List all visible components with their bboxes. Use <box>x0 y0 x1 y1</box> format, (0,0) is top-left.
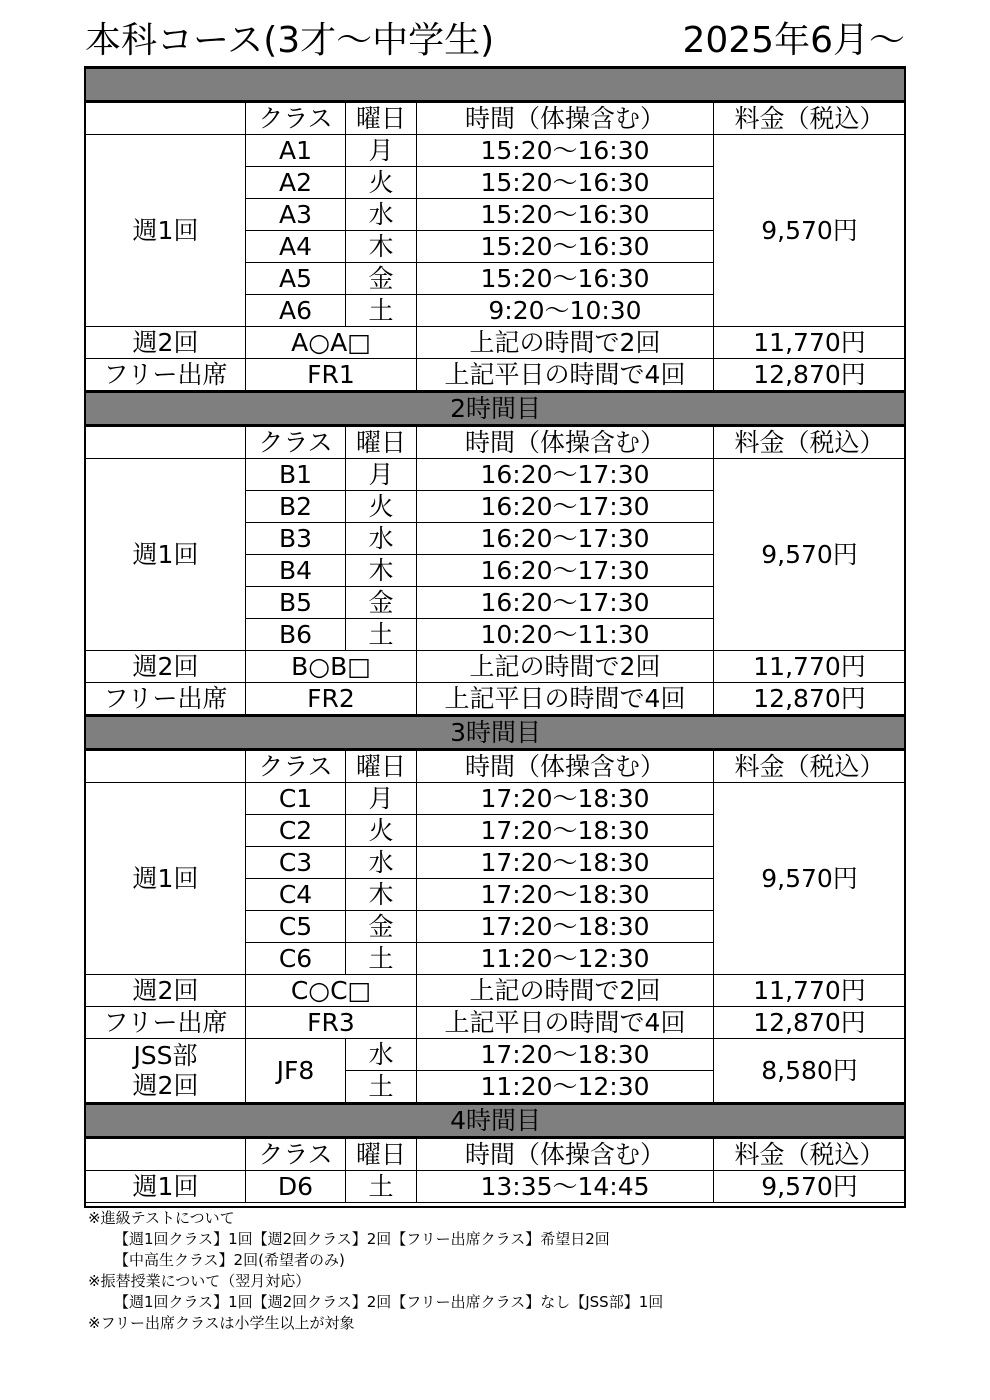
class-code: B4 <box>246 555 346 587</box>
note-line: 【中高生クラス】2回(希望者のみ) <box>114 1251 345 1269</box>
header-class: クラス <box>246 102 346 135</box>
weekday: 土 <box>346 1071 417 1104</box>
time-slot: 17:20〜18:30 <box>417 911 714 943</box>
weekday: 火 <box>346 167 417 199</box>
time-slot: 16:20〜17:30 <box>417 555 714 587</box>
header-fee: 料金（税込） <box>714 426 906 459</box>
weekday: 木 <box>346 231 417 263</box>
header-class: クラス <box>246 750 346 783</box>
weekday: 木 <box>346 555 417 587</box>
header-day: 曜日 <box>346 102 417 135</box>
plan-label: フリー出席 <box>86 359 246 392</box>
header-blank <box>86 750 246 783</box>
class-code: FR3 <box>246 1007 417 1039</box>
header-class: クラス <box>246 1138 346 1171</box>
time-slot: 15:20〜16:30 <box>417 199 714 231</box>
header-day: 曜日 <box>346 426 417 459</box>
fee: 9,570円 <box>714 1171 906 1203</box>
note-line: ※振替授業について（翌月対応） <box>88 1272 311 1290</box>
weekday: 火 <box>346 491 417 523</box>
time-slot: 16:20〜17:30 <box>417 523 714 555</box>
class-code: JF8 <box>246 1039 346 1104</box>
header-class: クラス <box>246 426 346 459</box>
time-slot: 17:20〜18:30 <box>417 783 714 815</box>
class-code: A2 <box>246 167 346 199</box>
class-code: C3 <box>246 847 346 879</box>
time-slot: 11:20〜12:30 <box>417 943 714 975</box>
jss-label <box>86 1039 246 1104</box>
header-row <box>86 1138 906 1171</box>
table-row <box>86 651 906 683</box>
fee: 11,770円 <box>714 975 906 1007</box>
class-code: C4 <box>246 879 346 911</box>
table-row <box>86 975 906 1007</box>
notes <box>88 1208 908 1334</box>
time-slot: 17:20〜18:30 <box>417 879 714 911</box>
period-band-2 <box>86 392 906 426</box>
schedule-table <box>85 66 906 1203</box>
class-code: C○C□ <box>246 975 417 1007</box>
header-fee: 料金（税込） <box>714 102 906 135</box>
time-slot: 16:20〜17:30 <box>417 459 714 491</box>
time-slot: 上記平日の時間で4回 <box>417 1007 714 1039</box>
table-row <box>86 459 906 491</box>
fee: 11,770円 <box>714 327 906 359</box>
weekday: 金 <box>346 587 417 619</box>
fee: 12,870円 <box>714 359 906 392</box>
weekday: 土 <box>346 619 417 651</box>
time-slot: 9:20〜10:30 <box>417 295 714 327</box>
header-day: 曜日 <box>346 1138 417 1171</box>
time-slot: 16:20〜17:30 <box>417 587 714 619</box>
weekday: 土 <box>346 1171 417 1203</box>
class-code: A6 <box>246 295 346 327</box>
time-slot: 17:20〜18:30 <box>417 815 714 847</box>
plan-label: 週2回 <box>86 651 246 683</box>
period-label: 4時間目 <box>86 1104 906 1138</box>
table-row <box>86 1007 906 1039</box>
jss-label-line2: 週2回 <box>132 1070 199 1100</box>
class-code: B5 <box>246 587 346 619</box>
fee: 9,570円 <box>714 135 906 327</box>
plan-label: 週1回 <box>86 1171 246 1203</box>
header-blank <box>86 102 246 135</box>
time-slot: 15:20〜16:30 <box>417 167 714 199</box>
header-row <box>86 750 906 783</box>
time-slot: 15:20〜16:30 <box>417 263 714 295</box>
effective-date: 2025年6月〜 <box>682 20 905 61</box>
class-code: A4 <box>246 231 346 263</box>
table-row <box>86 1039 906 1071</box>
weekday: 月 <box>346 783 417 815</box>
time-slot: 17:20〜18:30 <box>417 1039 714 1071</box>
weekday: 土 <box>346 295 417 327</box>
period-band-3 <box>86 716 906 750</box>
header-fee: 料金（税込） <box>714 1138 906 1171</box>
class-code: FR2 <box>246 683 417 716</box>
weekday: 木 <box>346 879 417 911</box>
table-row <box>86 783 906 815</box>
time-slot: 上記平日の時間で4回 <box>417 683 714 716</box>
class-code: B2 <box>246 491 346 523</box>
weekday: 土 <box>346 943 417 975</box>
table-row <box>86 327 906 359</box>
weekday: 水 <box>346 847 417 879</box>
title-row <box>85 18 905 64</box>
weekday: 水 <box>346 523 417 555</box>
class-code: C6 <box>246 943 346 975</box>
fee: 8,580円 <box>714 1039 906 1104</box>
class-code: D6 <box>246 1171 346 1203</box>
note-line: 【週1回クラス】1回【週2回クラス】2回【フリー出席クラス】なし【JSS部】1回 <box>114 1293 664 1311</box>
time-slot: 10:20〜11:30 <box>417 619 714 651</box>
fee: 9,570円 <box>714 783 906 975</box>
time-slot: 16:20〜17:30 <box>417 491 714 523</box>
class-code: B3 <box>246 523 346 555</box>
fee: 12,870円 <box>714 1007 906 1039</box>
weekday: 月 <box>346 135 417 167</box>
time-slot: 11:20〜12:30 <box>417 1071 714 1104</box>
weekday: 月 <box>346 459 417 491</box>
table-row <box>86 1171 906 1203</box>
weekday: 金 <box>346 911 417 943</box>
time-slot: 17:20〜18:30 <box>417 847 714 879</box>
fee: 9,570円 <box>714 459 906 651</box>
plan-label: フリー出席 <box>86 1007 246 1039</box>
plan-label: 週2回 <box>86 975 246 1007</box>
plan-label: 週1回 <box>86 459 246 651</box>
table-row <box>86 359 906 392</box>
header-time: 時間（体操含む） <box>417 750 714 783</box>
weekday: 水 <box>346 1039 417 1071</box>
note-line: 【週1回クラス】1回【週2回クラス】2回【フリー出席クラス】希望日2回 <box>114 1230 610 1248</box>
class-code: C2 <box>246 815 346 847</box>
period-label: 2時間目 <box>86 392 906 426</box>
plan-label: 週1回 <box>86 783 246 975</box>
page-title: 本科コース(3才〜中学生) <box>85 20 495 61</box>
time-slot: 上記の時間で2回 <box>417 327 714 359</box>
weekday: 火 <box>346 815 417 847</box>
fee: 12,870円 <box>714 683 906 716</box>
header-fee: 料金（税込） <box>714 750 906 783</box>
class-code: A3 <box>246 199 346 231</box>
weekday: 水 <box>346 199 417 231</box>
plan-label: フリー出席 <box>86 683 246 716</box>
header-row <box>86 426 906 459</box>
class-code: A5 <box>246 263 346 295</box>
class-code: A○A□ <box>246 327 417 359</box>
time-slot: 13:35〜14:45 <box>417 1171 714 1203</box>
weekday: 金 <box>346 263 417 295</box>
table-row <box>86 135 906 167</box>
time-slot: 15:20〜16:30 <box>417 231 714 263</box>
header-day: 曜日 <box>346 750 417 783</box>
header-time: 時間（体操含む） <box>417 426 714 459</box>
jss-label-line1: JSS部 <box>133 1040 198 1070</box>
class-code: B6 <box>246 619 346 651</box>
class-code: C1 <box>246 783 346 815</box>
class-code: B1 <box>246 459 346 491</box>
table-row <box>86 683 906 716</box>
class-code: B○B□ <box>246 651 417 683</box>
class-code: FR1 <box>246 359 417 392</box>
fee: 11,770円 <box>714 651 906 683</box>
header-time: 時間（体操含む） <box>417 102 714 135</box>
class-code: A1 <box>246 135 346 167</box>
time-slot: 15:20〜16:30 <box>417 135 714 167</box>
header-time: 時間（体操含む） <box>417 1138 714 1171</box>
period-band-4 <box>86 1104 906 1138</box>
period-band-1 <box>86 68 906 102</box>
time-slot: 上記の時間で2回 <box>417 651 714 683</box>
class-code: C5 <box>246 911 346 943</box>
header-blank <box>86 1138 246 1171</box>
note-line: ※フリー出席クラスは小学生以上が対象 <box>88 1314 355 1332</box>
header-blank <box>86 426 246 459</box>
note-line: ※進級テストについて <box>88 1209 235 1227</box>
plan-label: 週1回 <box>86 135 246 327</box>
time-slot: 上記の時間で2回 <box>417 975 714 1007</box>
period-label: 3時間目 <box>86 716 906 750</box>
plan-label: 週2回 <box>86 327 246 359</box>
time-slot: 上記平日の時間で4回 <box>417 359 714 392</box>
header-row <box>86 102 906 135</box>
period-label <box>86 68 906 102</box>
